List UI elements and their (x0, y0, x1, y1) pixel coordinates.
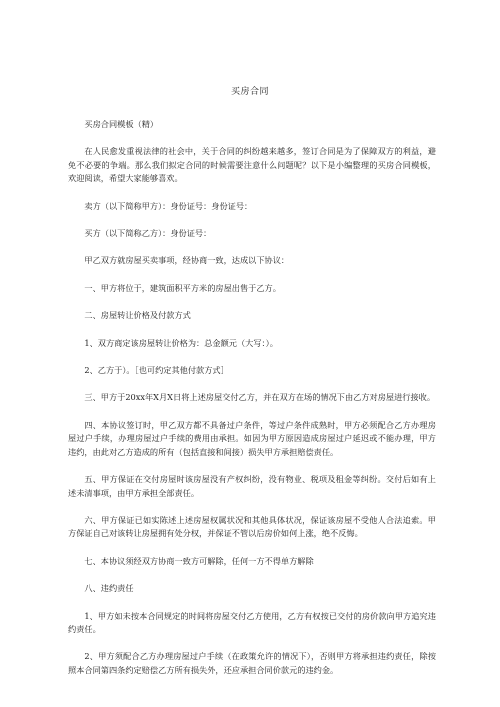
paragraph-clause-5: 五、甲方保证在交付房屋时该房屋没有产权纠纷，没有物业、税项及租金等纠纷。交付后如有上述未清事项，由甲方承担全部责任。 (68, 474, 436, 498)
paragraph-clause-8-1: 1、甲方如未按本合同规定的时间将房屋交付乙方使用，乙方有权按已交付的房价款向甲方追究违约责任。 (68, 610, 436, 634)
paragraph-seller: 卖方（以下简称甲方）：身份证号：身份证号： (84, 200, 253, 211)
paragraph-clause-8-2: 2、甲方须配合乙方办理房屋过户手续（在政策允许的情况下），否则甲方将承担违约责任，除按照本合同第四条约定赔偿乙方所有损失外，还应承担合同价款元的违约金。 (68, 651, 436, 675)
paragraph-intro: 在人民愈发重视法律的社会中，关于合同的纠纷越来越多，签订合同是为了保障双方的利益，避免不必要的争端。那么我们拟定合同的时候需要注意什么问题呢？以下是小编整理的买房合同模板，欢迎阅读，希望大家能够喜欢。 (68, 146, 436, 184)
paragraph-agreement: 甲乙双方就房屋买卖事项，经协商一致，达成以下协议： (84, 255, 290, 266)
paragraph-buyer: 买方（以下简称乙方）：身份证号： (84, 228, 212, 239)
paragraph-clause-8-heading: 八、违约责任 (84, 583, 134, 594)
document-title: 买房合同 (230, 87, 269, 97)
paragraph-clause-2-heading: 二、房屋转让价格及付款方式 (84, 310, 191, 321)
document-body (68, 118, 436, 691)
paragraph-clause-2-1: 1、双方商定该房屋转让价格为：总金额元（大写：）。 (84, 337, 278, 348)
paragraph-clause-4: 四、本协议签订时，甲乙双方都不具备过户条件，等过户条件成熟时，甲方必须配合乙方办理房屋过户手续，办理房屋过户手续的费用由承担。如因为甲方原因造成房屋过户延迟或不能办理，甲方违约，由此对乙方造成的所有（包括直接和间接）损失甲方承担赔偿责任。 (68, 419, 436, 457)
paragraph-subtitle: 买房合同模板（精） (84, 119, 159, 129)
paragraph-clause-2-2: 2、乙方于）。［也可约定其他付款方式］ (84, 365, 229, 376)
paragraph-clause-1: 一、甲方将位于，建筑面积平方米的房屋出售于乙方。 (84, 282, 281, 293)
paragraph-clause-3: 三、甲方于20xx年X月X日将上述房屋交付乙方，并在双方在场的情况下由乙方对房屋进行接收。 (84, 392, 436, 403)
paragraph-clause-7: 七、本协议须经双方协商一致方可解除，任何一方不得单方解除 (84, 555, 314, 566)
paragraph-clause-6: 六、甲方保证已如实陈述上述房屋权属状况和其他具体状况，保证该房屋不受他人合法追索。甲方保证自己对该转让房屋拥有处分权，并保证不管以后房价如何上涨，绝不反悔。 (68, 514, 436, 539)
